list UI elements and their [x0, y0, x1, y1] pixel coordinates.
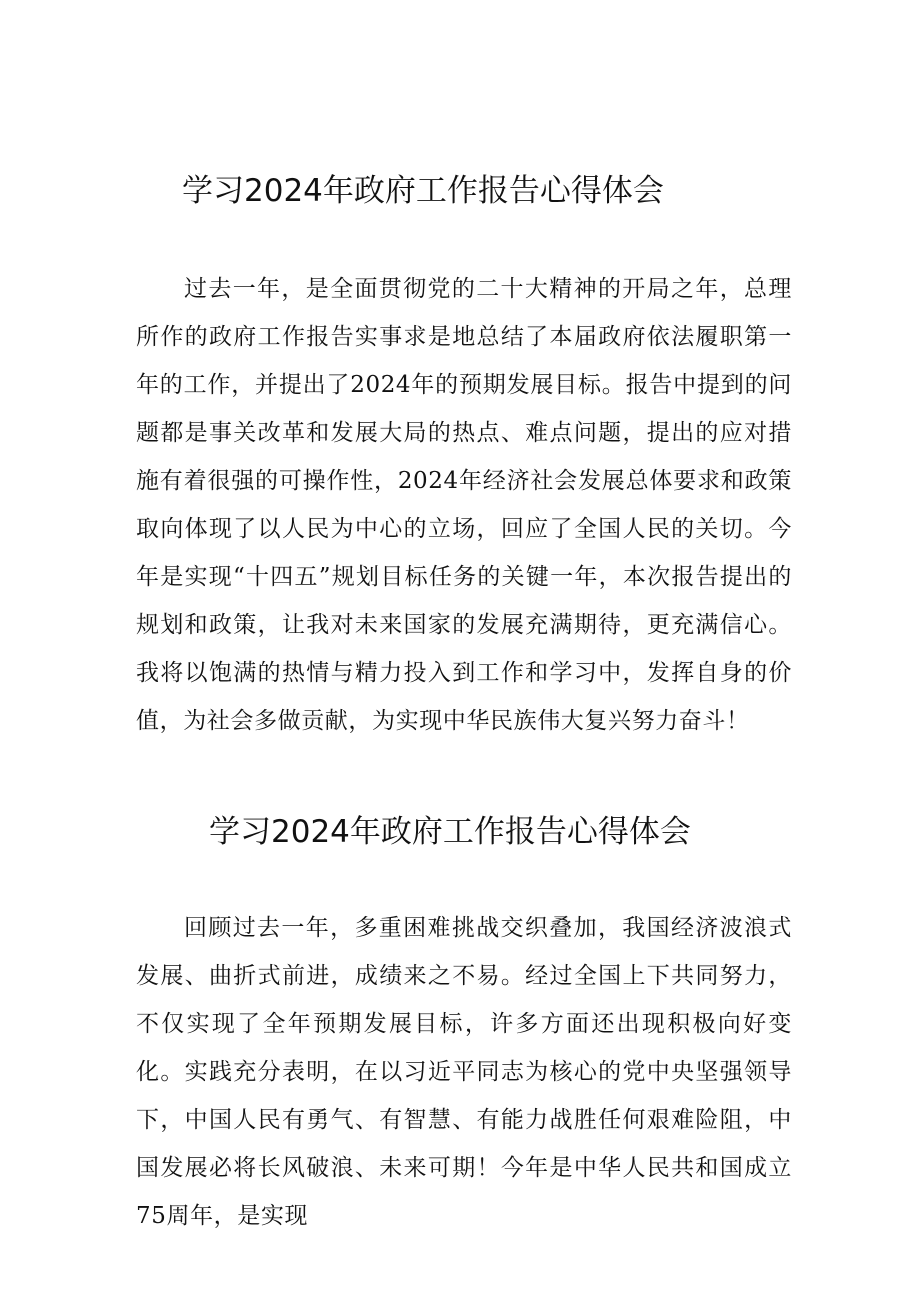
section-1-title: 学习2024年政府工作报告心得体会: [182, 173, 664, 209]
section-2-title: 学习2024年政府工作报告心得体会: [209, 814, 691, 850]
section-2-paragraph: 回顾过去一年，多重困难挑战交织叠加，我国经济波浪式发展、曲折式前进，成绩来之不易。经过全国上下共同努力，不仅实现了全年预期发展目标，许多方面还出现积极向好变化。实践充分表明，在以习近平同志为核心的党中央坚强领导下，中国人民有勇气、有智慧、有能力战胜任何艰难险阻，中国发展必将长风破浪、未来可期！今年是中华人民共和国成立75周年，是实现: [136, 915, 792, 1229]
section-1-paragraph: 过去一年，是全面贯彻党的二十大精神的开局之年，总理所作的政府工作报告实事求是地总结了本届政府依法履职第一年的工作，并提出了2024年的预期发展目标。报告中提到的问题都是事关改革和发展大局的热点、难点问题，提出的应对措施有着很强的可操作性，2024年经济社会发展总体要求和政策取向体现了以人民为中心的立场，回应了全国人民的关切。今年是实现“十四五”规划目标任务的关键一年，本次报告提出的规划和政策，让我对未来国家的发展充满期待，更充满信心。我将以饱满的热情与精力投入到工作和学习中，发挥自身的价值，为社会多做贡献，为实现中华民族伟大复兴努力奋斗！: [136, 276, 792, 734]
